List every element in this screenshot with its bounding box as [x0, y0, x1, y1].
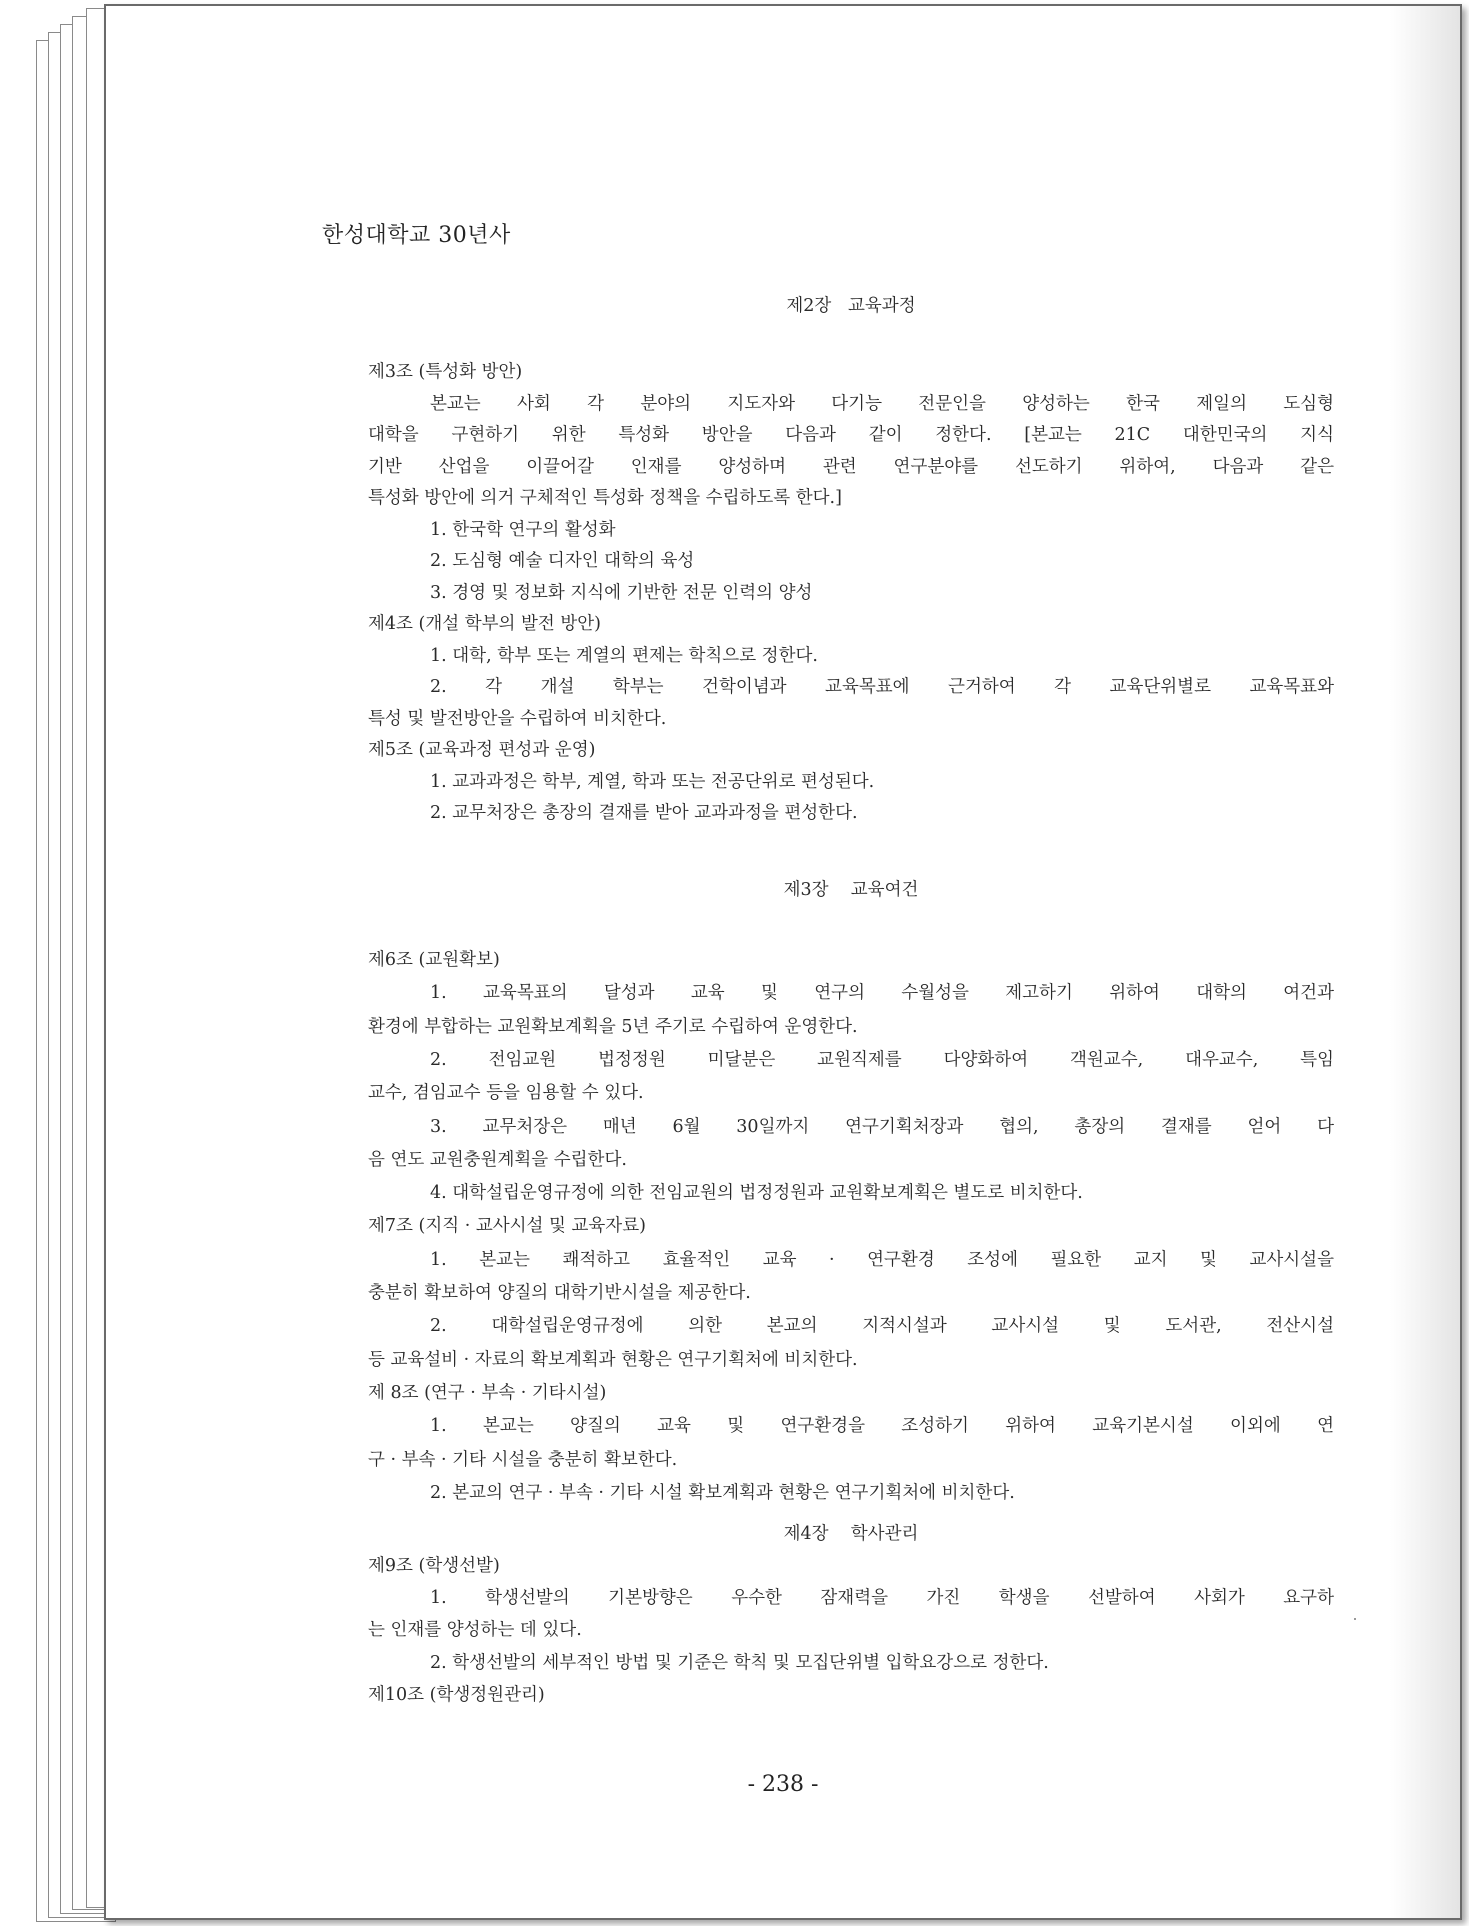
paragraph-line: 1. 교과과정은 학부, 계열, 학과 또는 전공단위로 편성된다. — [430, 771, 875, 792]
article-heading: 제7조 (지직 · 교사시설 및 교육자료) — [368, 1216, 646, 1237]
page-number: - 238 - — [747, 1772, 819, 1797]
paragraph-line: 3. 경영 및 정보화 지식에 기반한 전문 인력의 양성 — [430, 582, 813, 603]
paragraph-line: 특성화 방안에 의거 구체적인 특성화 정책을 수립하도록 한다.] — [368, 488, 842, 508]
paragraph-line: 특성 및 발전방안을 수립하여 비치한다. — [368, 708, 667, 729]
paragraph-line: 환경에 부합하는 교원확보계획을 5년 주기로 수립하여 운영한다. — [368, 1016, 858, 1037]
paragraph-line: 1. 대학, 학부 또는 계열의 편제는 학칙으로 정한다. — [430, 645, 818, 666]
document-page — [104, 4, 1462, 1920]
paragraph-line: 충분히 확보하여 양질의 대학기반시설을 제공한다. — [368, 1283, 751, 1303]
paragraph-line: 1. 학생선발의 기본방향은 우수한 잠재력을 가진 학생을 선발하여 사회가 요구하 — [430, 1588, 1334, 1609]
paragraph-line: 2. 교무처장은 총장의 결재를 받아 교과과정을 편성한다. — [430, 803, 858, 823]
paragraph-line: 대학을 구현하기 위한 특성화 방안을 다음과 같이 정한다. [본교는 21C 대한민국의 지식 — [368, 425, 1334, 445]
article-heading: 제3조 (특성화 방안) — [368, 362, 523, 382]
article-heading: 제 8조 (연구 · 부속 · 기타시설) — [368, 1382, 607, 1403]
paragraph-line: 1. 본교는 쾌적하고 효율적인 교육 · 연구환경 조성에 필요한 교지 및 교사시설을 — [430, 1249, 1334, 1270]
paragraph-line: 등 교육설비 · 자료의 확보계획과 현황은 연구기획처에 비치한다. — [368, 1349, 858, 1370]
paragraph-line: 2. 본교의 연구 · 부속 · 기타 시설 확보계획과 현황은 연구기획처에 비치한다. — [430, 1482, 1015, 1503]
chapter-heading: 제3장 교육여건 — [783, 880, 919, 900]
paragraph-line: 4. 대학설립운영규정에 의한 전임교원의 법정정원과 교원확보계획은 별도로 비치한다. — [430, 1183, 1083, 1204]
paragraph-line: 구 · 부속 · 기타 시설을 충분히 확보한다. — [368, 1449, 678, 1470]
article-heading: 제9조 (학생선발) — [368, 1556, 500, 1576]
paragraph-line: 2. 학생선발의 세부적인 방법 및 기준은 학칙 및 모집단위별 입학요강으로 정한다. — [430, 1652, 1049, 1673]
paragraph-line: 기반 산업을 이끌어갈 인재를 양성하며 관련 연구분야를 선도하기 위하여, 다음과 같은 — [368, 456, 1334, 477]
chapter-heading: 제2장 교육과정 — [786, 296, 916, 316]
paragraph-line: 1. 교육목표의 달성과 교육 및 연구의 수월성을 제고하기 위하여 대학의 여건과 — [430, 983, 1334, 1004]
chapter-heading: 제4장 학사관리 — [783, 1524, 919, 1544]
paragraph-line: 2. 도심형 예술 디자인 대학의 육성 — [430, 551, 695, 571]
paragraph-line: 2. 대학설립운영규정에 의한 본교의 지적시설과 교사시설 및 도서관, 전산시설 — [430, 1316, 1334, 1337]
article-heading: 제6조 (교원확보) — [368, 950, 500, 970]
scan-speck — [1354, 1618, 1356, 1620]
paragraph-line: 3. 교무처장은 매년 6월 30일까지 연구기획처장과 협의, 총장의 결재를 얻어 다 — [430, 1116, 1334, 1137]
running-header: 한성대학교 30년사 — [322, 223, 511, 248]
paragraph-line: 본교는 사회 각 분야의 지도자와 다기능 전문인을 양성하는 한국 제일의 도심형 — [430, 393, 1334, 414]
paragraph-line: 는 인재를 양성하는 데 있다. — [368, 1620, 582, 1641]
paragraph-line: 1. 한국학 연구의 활성화 — [430, 519, 616, 540]
paragraph-line: 2. 전임교원 법정정원 미달분은 교원직제를 다양화하여 객원교수, 대우교수, 특임 — [430, 1049, 1334, 1070]
paragraph-line: 교수, 겸임교수 등을 임용할 수 있다. — [368, 1083, 644, 1104]
article-heading: 제10조 (학생정원관리) — [368, 1684, 545, 1705]
article-heading: 제4조 (개설 학부의 발전 방안) — [368, 614, 601, 634]
paragraph-line: 2. 각 개설 학부는 건학이념과 교육목표에 근거하여 각 교육단위별로 교육목표와 — [430, 677, 1334, 697]
page-content — [106, 6, 1460, 1918]
article-heading: 제5조 (교육과정 편성과 운영) — [368, 740, 596, 760]
paragraph-line: 1. 본교는 양질의 교육 및 연구환경을 조성하기 위하여 교육기본시설 이외에 연 — [430, 1416, 1334, 1437]
paragraph-line: 음 연도 교원충원계획을 수립한다. — [368, 1149, 627, 1170]
body-text — [368, 6, 1334, 1906]
